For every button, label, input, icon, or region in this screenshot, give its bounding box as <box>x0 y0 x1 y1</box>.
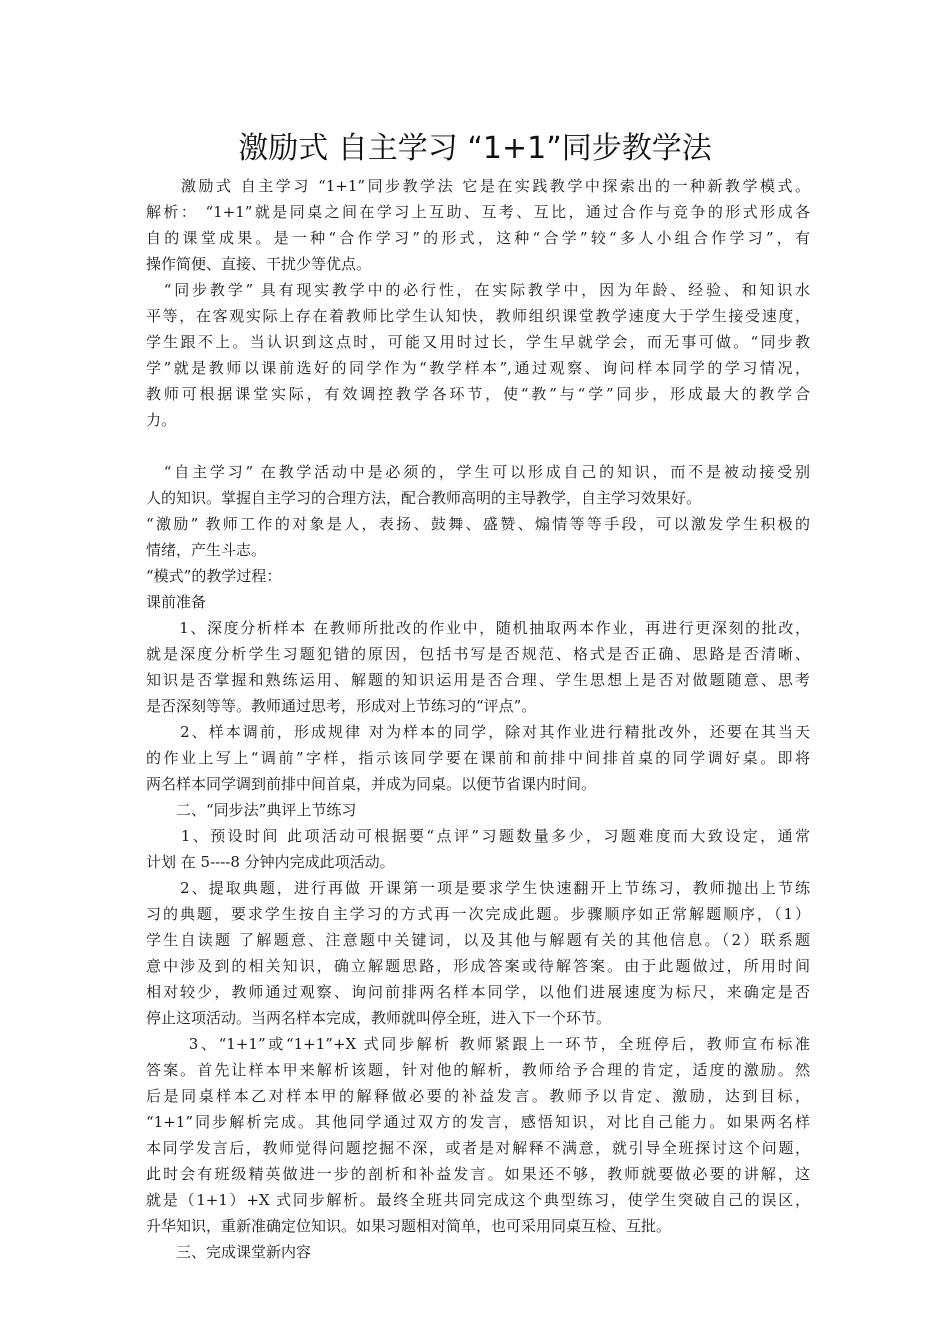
paragraph-line: 情绪，产生斗志。 <box>146 541 267 559</box>
paragraph-line: 学生跟不上。当认识到这点时，可能又用时过长，学生早就学会，而无事可做。“同步教 <box>146 333 810 351</box>
paragraph-line: 的作业上写上“调前”字样，指示该同学要在课前和前排中间排首桌的同学调好桌。即将 <box>146 749 810 767</box>
paragraph-line: 此时会有班级精英做进一步的剖析和补益发言。如果还不够，教师就要做必要的讲解，这 <box>146 1165 810 1183</box>
paragraph-line: 后是同桌样本乙对样本甲的解释做必要的补益发言。教师予以肯定、激励，达到目标， <box>146 1087 810 1105</box>
paragraph-line: 两名样本同学调到前排中间首桌，并成为同桌。以便节省课内时间。 <box>146 775 597 793</box>
paragraph-line: 解析： “1+1”就是同桌之间在学习上互助、互考、互比，通过合作与竞争的形式形成各 <box>146 203 810 221</box>
paragraph-line: 人的知识。掌握自主学习的合理方法，配合教师高明的主导教学，自主学习效果好。 <box>146 489 702 507</box>
paragraph-line: 就是深度分析学生习题犯错的原因，包括书写是否规范、格式是否正确、思路是否清晰、 <box>146 645 810 663</box>
paragraph-line: 习的典题，要求学生按自主学习的方式再一次完成此题。步骤顺序如正常解题顺序，（1） <box>146 905 810 923</box>
paragraph-line: 知识是否掌握和熟练运用、解题的知识运用是否合理、学生思想上是否对做题随意、思考 <box>146 671 810 689</box>
paragraph-line: 是否深刻等等。教师通过思考，形成对上节练习的“评点”。 <box>146 697 537 715</box>
document-title: 激励式 自主学习 “1+1”同步教学法 <box>238 131 712 166</box>
paragraph-line: “激励” 教师工作的对象是人，表扬、鼓舞、盛赞、煽情等等手段，可以激发学生积极的 <box>146 515 810 533</box>
paragraph-line: 1、预设时间 此项活动可根据要“点评”习题数量多少，习题难度而大致设定，通常 <box>146 827 810 845</box>
paragraph-line: 三、完成课堂新内容 <box>146 1243 312 1261</box>
paragraph-line: 2、提取典题，进行再做 开课第一项是要求学生快速翻开上节练习，教师抛出上节练 <box>146 879 810 897</box>
blank-line <box>146 433 810 459</box>
paragraph-line: “自主学习” 在教学活动中是必须的，学生可以形成自己的知识，而不是被动接受别 <box>146 463 810 481</box>
paragraph-line: 2、样本调前，形成规律 对为样本的同学，除对其作业进行精批改外，还要在其当天 <box>146 723 810 741</box>
paragraph-line: 3、“1+1”或“1+1”+X 式同步解析 教师紧跟上一环节，全班停后，教师宣布标准 <box>146 1035 810 1053</box>
paragraph-line: 激励式 自主学习 “1+1”同步教学法 它是在实践教学中探索出的一种新教学模式。 <box>146 177 810 195</box>
paragraph-line: 平等，在客观实际上存在着教师比学生认知快，教师组织课堂教学速度大于学生接受速度， <box>146 307 810 325</box>
paragraph-line: “同步教学” 具有现实教学中的必行性，在实际教学中，因为年龄、经验、和知识水 <box>146 281 810 299</box>
paragraph-line: “模式”的教学过程： <box>146 567 282 585</box>
paragraph-line: 相对较少，教师通过观察、询问前排两名样本同学，以他们进展速度为标尺，来确定是否 <box>146 983 810 1001</box>
paragraph-line: 计划 在 5----8 分钟内完成此项活动。 <box>146 853 395 871</box>
paragraph-line: 停止这项活动。当两名样本完成，教师就叫停全班，进入下一个环节。 <box>146 1009 612 1027</box>
paragraph-line: 操作简便、直接、干扰少等优点。 <box>146 255 372 273</box>
paragraph-line: 升华知识，重新准确定位知识。如果习题相对简单，也可采用同桌互检、互批。 <box>146 1217 672 1235</box>
paragraph-line: 本同学发言后，教师觉得问题挖掘不深，或者是对解释不满意，就引导全班探讨这个问题， <box>146 1139 810 1157</box>
paragraph-line: 1、深度分析样本 在教师所批改的作业中，随机抽取两本作业，再进行更深刻的批改， <box>146 619 810 637</box>
paragraph-line: 力。 <box>146 411 177 429</box>
paragraph-line: 就是（1+1）+X 式同步解析。最终全班共同完成这个典型练习，使学生突破自己的误区， <box>146 1191 810 1209</box>
paragraph-line: 教师可根据课堂实际，有效调控教学各环节，使“教”与“学”同步，形成最大的教学合 <box>146 385 810 403</box>
document-body <box>146 173 810 1265</box>
paragraph-line: 二、“同步法”典评上节练习 <box>146 801 357 819</box>
paragraph-line: 自的课堂成果。是一种“合作学习”的形式，这种“合学”较“多人小组合作学习”，有 <box>146 229 810 247</box>
paragraph-line: 答案。首先让样本甲来解析该题，针对他的解析，教师给予合理的肯定，适度的激励。然 <box>146 1061 810 1079</box>
paragraph-line: 学”就是教师以课前选好的同学作为“教学样本”,通过观察、询问样本同学的学习情况， <box>146 359 810 377</box>
paragraph-line: 意中涉及到的相关知识，确立解题思路，形成答案或待解答案。由于此题做过，所用时间 <box>146 957 810 975</box>
paragraph-line: “1+1”同步解析完成。其他同学通过双方的发言，感悟知识，对比自己能力。如果两名样 <box>146 1113 810 1131</box>
paragraph-line: 学生自读题 了解题意、注意题中关键词，以及其他与解题有关的其他信息。（2）联系题 <box>146 931 810 949</box>
paragraph-line: 课前准备 <box>146 593 207 611</box>
